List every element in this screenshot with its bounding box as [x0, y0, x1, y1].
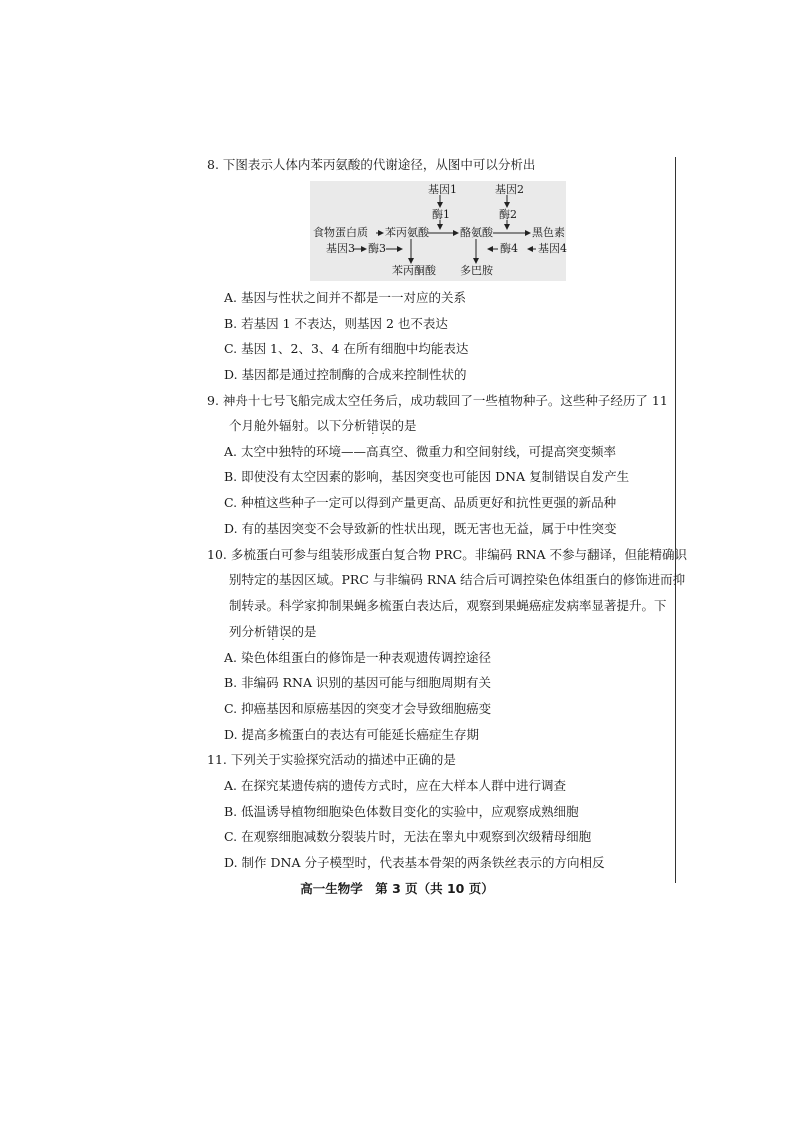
q11-stem: 11. 下列关于实验探究活动的描述中正确的是 [207, 752, 456, 767]
phe-label: 苯丙氨酸 [385, 226, 429, 239]
q8-option-d: D. 基因都是通过控制酶的合成来控制性状的 [224, 367, 467, 382]
gene2-label: 基因2 [495, 183, 524, 196]
q11-option-b: B. 低温诱导植物细胞染色体数目变化的实验中，应观察成熟细胞 [224, 804, 579, 819]
q9-stem-post: 的是 [391, 418, 417, 433]
q10-option-b: B. 非编码 RNA 识别的基因可能与细胞周期有关 [224, 675, 491, 690]
q9-emphasis-word: 错误 · · [367, 418, 392, 434]
q10-stem-line2: 别特定的基因区域。PRC 与非编码 RNA 结合后可调控染色体组蛋白的修饰进而抑 [229, 572, 686, 587]
q11-option-d: D. 制作 DNA 分子模型时，代表基本骨架的两条铁丝表示的方向相反 [224, 855, 605, 870]
tyr-label: 酪氨酸 [460, 226, 493, 239]
q10-stem-pre: 列分析 [229, 624, 267, 639]
q9-stem-pre: 个月舱外辐射。以下分析 [229, 418, 367, 433]
dopamine-label: 多巴胺 [460, 264, 493, 277]
q10-option-c: C. 抑癌基因和原癌基因的突变才会导致细胞癌变 [224, 701, 492, 716]
q10-option-d: D. 提高多梳蛋白的表达有可能延长癌症生存期 [224, 727, 480, 742]
q9-stem-line2 [229, 418, 417, 434]
q8-option-a: A. 基因与性状之间并不都是一一对应的关系 [224, 290, 466, 305]
q9-option-b: B. 即使没有太空因素的影响，基因突变也可能因 DNA 复制错误自发产生 [224, 469, 630, 484]
q10-emphasis-word: 错误 · · [267, 624, 292, 640]
q10-stem-line1: 10. 多梳蛋白可参与组装形成蛋白复合物 PRC。非编码 RNA 不参与翻译，但能精确识 [207, 547, 688, 562]
q11-option-c: C. 在观察细胞减数分裂装片时，无法在睾丸中观察到次级精母细胞 [224, 829, 592, 844]
enzyme2-label: 酶2 [499, 208, 517, 221]
ppa-label: 苯丙酮酸 [392, 264, 436, 277]
q9-stem-line1: 9. 神舟十七号飞船完成太空任务后，成功载回了一些植物种子。这些种子经历了 11 [207, 393, 668, 408]
enzyme4-label: 酶4 [500, 242, 518, 255]
page-footer: 高一生物学 第 3 页（共 10 页） [300, 881, 494, 896]
q10-stem-post: 的是 [291, 624, 317, 639]
enzyme1-label: 酶1 [432, 208, 450, 221]
q8-stem: 8. 下图表示人体内苯丙氨酸的代谢途径，从图中可以分析出 [207, 157, 536, 172]
gene4-label: 基因4 [538, 242, 567, 255]
melanin-label: 黑色素 [532, 226, 565, 239]
q9-option-d: D. 有的基因突变不会导致新的性状出现，既无害也无益，属于中性突变 [224, 521, 617, 536]
q8-option-c: C. 基因 1、2、3、4 在所有细胞中均能表达 [224, 341, 469, 356]
q8-option-b: B. 若基因 1 不表达，则基因 2 也不表达 [224, 316, 448, 331]
q10-stem-line4 [229, 624, 317, 640]
q10-option-a: A. 染色体组蛋白的修饰是一种表观遗传调控途径 [224, 650, 491, 665]
column-divider [675, 157, 676, 883]
q10-stem-line3: 制转录。科学家抑制果蝇多梳蛋白表达后，观察到果蝇癌症发病率显著提升。下 [229, 598, 667, 613]
food-protein-label: 食物蛋白质 [313, 226, 368, 239]
gene3-label: 基因3 [326, 242, 355, 255]
q9-option-c: C. 种植这些种子一定可以得到产量更高、品质更好和抗性更强的新品种 [224, 495, 617, 510]
enzyme3-label: 酶3 [368, 242, 386, 255]
metabolism-diagram [310, 181, 566, 281]
q11-option-a: A. 在探究某遗传病的遗传方式时，应在大样本人群中进行调查 [224, 778, 566, 793]
gene1-label: 基因1 [428, 183, 457, 196]
q9-option-a: A. 太空中独特的环境——高真空、微重力和空间射线，可提高突变频率 [224, 444, 616, 459]
